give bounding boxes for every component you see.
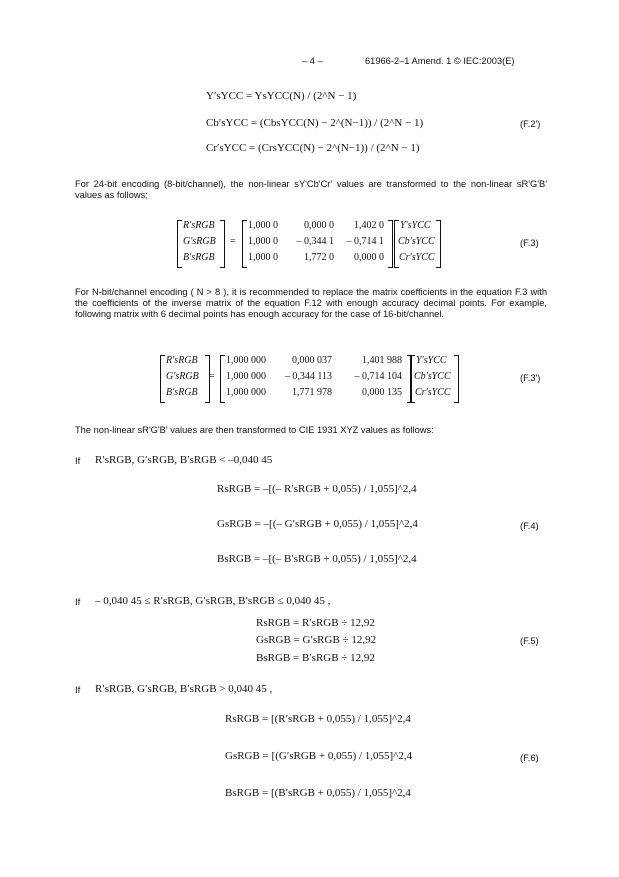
equation-line: RsRGB = [(R′sRGB + 0,055) / 1,055]^2,4 [225,713,411,725]
paragraph: For 24-bit encoding (8-bit/channel), the non-linear sY'Cb'Cr' values are transformed to the non-linear sR'G'B' values as follows; [75,179,547,201]
equation-line: BsRGB = [(B′sRGB + 0,055) / 1,055]^2,4 [225,787,411,799]
matrix-cell: G′sRGB [166,371,199,382]
matrix-cell: 1,771 978 [292,387,332,398]
paragraph: The non-linear sR'G'B' values are then transformed to CIE 1931 XYZ values as follows: [75,425,434,435]
matrix-cell: 1,000 0 [248,236,278,247]
bracket-right [454,355,459,403]
matrix-cell: 0,000 0 [354,252,384,263]
matrix-cell: 1,000 000 [226,387,266,398]
bracket-right [220,220,225,268]
equation-line: Cb′sYCC = (CbsYCC(N) − 2^(N−1)) / (2^N − 1) [206,117,424,129]
bracket-left [242,220,247,268]
equation-number: (F.4) [520,521,539,531]
equation-line: GsRGB = –[(– G′sRGB + 0,055) / 1,055]^2,4 [217,518,418,530]
matrix-cell: – 0,714 1 [346,236,384,247]
matrix-cell: Cb′sYCC [414,371,451,382]
matrix-cell: 0,000 135 [362,387,402,398]
bracket-left [160,355,165,403]
condition-if: If [75,456,81,466]
bracket-left [177,220,182,268]
matrix-cell: 1,000 000 [226,371,266,382]
matrix-cell: B′sRGB [183,252,215,263]
equation-number: (F.3') [520,373,541,383]
matrix-cell: 0,000 037 [292,355,332,366]
equation-line: BsRGB = B′sRGB ÷ 12,92 [256,652,375,664]
matrix-cell: 1,000 0 [248,220,278,231]
equation-line: RsRGB = –[(– R′sRGB + 0,055) / 1,055]^2,4 [217,483,417,495]
matrix-cell: 1,000 0 [248,252,278,263]
equation-line: Y′sYCC = YsYCC(N) / (2^N − 1) [206,90,357,102]
equation-number: (F.3) [520,238,539,248]
equation-line: Cr′sYCC = (CrsYCC(N) − 2^(N−1)) / (2^N − 1) [206,142,420,154]
document-identifier: 61966-2–1 Amend. 1 © IEC:2003(E) [365,56,515,66]
equation-number: (F.5) [520,636,539,646]
matrix-cell: R′sRGB [183,220,215,231]
condition-if: If [75,685,81,695]
equation-line: BsRGB = –[(– B′sRGB + 0,055) / 1,055]^2,4 [217,553,417,565]
equals-sign: = [230,236,236,247]
matrix-cell: 0,000 0 [304,220,334,231]
matrix-cell: 1,772 0 [304,252,334,263]
matrix-cell: – 0,344 1 [296,236,334,247]
equals-sign: = [209,371,215,382]
equation-number: (F.6) [520,753,539,763]
paragraph: For N-bit/channel encoding ( N > 8 ), it is recommended to replace the matrix coefficients in the equation F.3 with the coefficients of the inverse matrix of the equation F.12 with enough accuracy decimal points. For example, following matrix with 6 decimal points has enough accuracy for the case of 16-bit/channel. [75,287,547,320]
equation-line: RsRGB = R′sRGB ÷ 12,92 [256,617,375,629]
matrix-cell: R′sRGB [166,355,198,366]
matrix-cell: Cb′sYCC [398,236,435,247]
bracket-right [388,220,393,268]
equation-line: GsRGB = [(G′sRGB + 0,055) / 1,055]^2,4 [225,750,413,762]
matrix-cell: G′sRGB [183,236,216,247]
condition-expression: – 0,040 45 ≤ R′sRGB, G′sRGB, B′sRGB ≤ 0,040 45 , [95,595,331,607]
matrix-cell: B′sRGB [166,387,198,398]
condition-expression: R′sRGB, G′sRGB, B′sRGB < –0,040 45 [95,454,273,466]
matrix-cell: Cr′sYCC [415,387,451,398]
matrix-cell: Y′sYCC [416,355,447,366]
matrix-cell: Y′sYCC [400,220,431,231]
bracket-right [436,220,441,268]
matrix-cell: 1,402 0 [354,220,384,231]
equation-line: GsRGB = G′sRGB ÷ 12,92 [256,634,377,646]
matrix-cell: 1,401 988 [362,355,402,366]
bracket-left [220,355,225,403]
matrix-cell: 1,000 000 [226,355,266,366]
matrix-cell: – 0,714 104 [354,371,402,382]
equation-number: (F.2') [520,119,541,129]
condition-if: If [75,597,81,607]
matrix-cell: Cr′sYCC [399,252,435,263]
condition-expression: R′sRGB, G′sRGB, B′sRGB > 0,040 45 , [95,683,273,695]
page-number: – 4 – [302,56,323,66]
matrix-cell: – 0,344 113 [284,371,332,382]
